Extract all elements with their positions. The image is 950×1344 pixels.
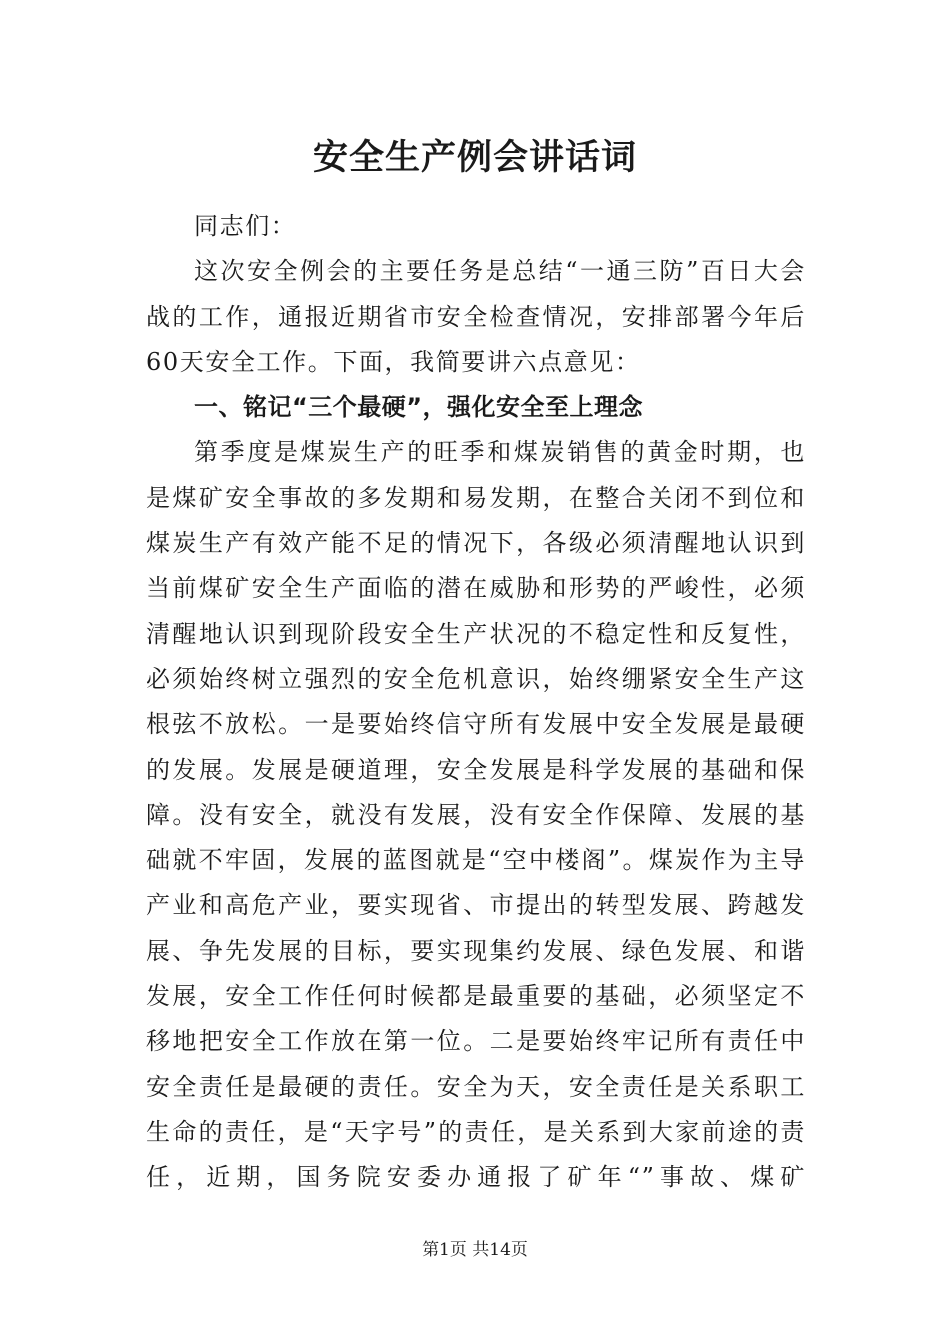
document-title: 安全生产例会讲话词	[312, 137, 637, 178]
section-paragraph: 第季度是煤炭生产的旺季和煤炭销售的黄金时期，也是煤矿安全事故的多发期和易发期，在整合关闭不到位和煤炭生产有效产能不足的情况下，各级必须清醒地认识到当前煤矿安全生产面临的潜在威胁和形势的严峻性，必须清醒地认识到现阶段安全生产状况的不稳定性和反复性，必须始终树立强烈的安全危机意识，始终绷紧安全生产这根弦不放松。一是要始终信守所有发展中安全发展是最硬的发展。发展是硬道理，安全发展是科学发展的基础和保障。没有安全，就没有发展，没有安全作保障、发展的基础就不牢固，发展的蓝图就是“空中楼阁”。煤炭作为主导产业和高危产业，要实现省、市提出的转型发展、跨越发展、争先发展的目标，要实现集约发展、绿色发展、和谐发展，安全工作任何时候都是最重要的基础，必须坚定不移地把安全工作放在第一位。二是要始终牢记所有责任中安全责任是最硬的责任。安全为天，安全责任是关系职工生命的责任，是“天字号”的责任，是关系到大家前途的责任，近期，国务院安委办通报了矿年“”事故、煤矿	[146, 438, 806, 1192]
document-body	[146, 204, 806, 1201]
salutation: 同志们：	[194, 212, 297, 240]
intro-paragraph: 这次安全例会的主要任务是总结“一通三防”百日大会战的工作，通报近期省市安全检查情况，安排部署今年后60天安全工作。下面，我简要讲六点意见：	[146, 257, 806, 376]
section-heading: 一、铭记“三个最硬”，强化安全至上理念	[194, 393, 644, 422]
page-footer: 第1页 共14页	[422, 1240, 528, 1260]
